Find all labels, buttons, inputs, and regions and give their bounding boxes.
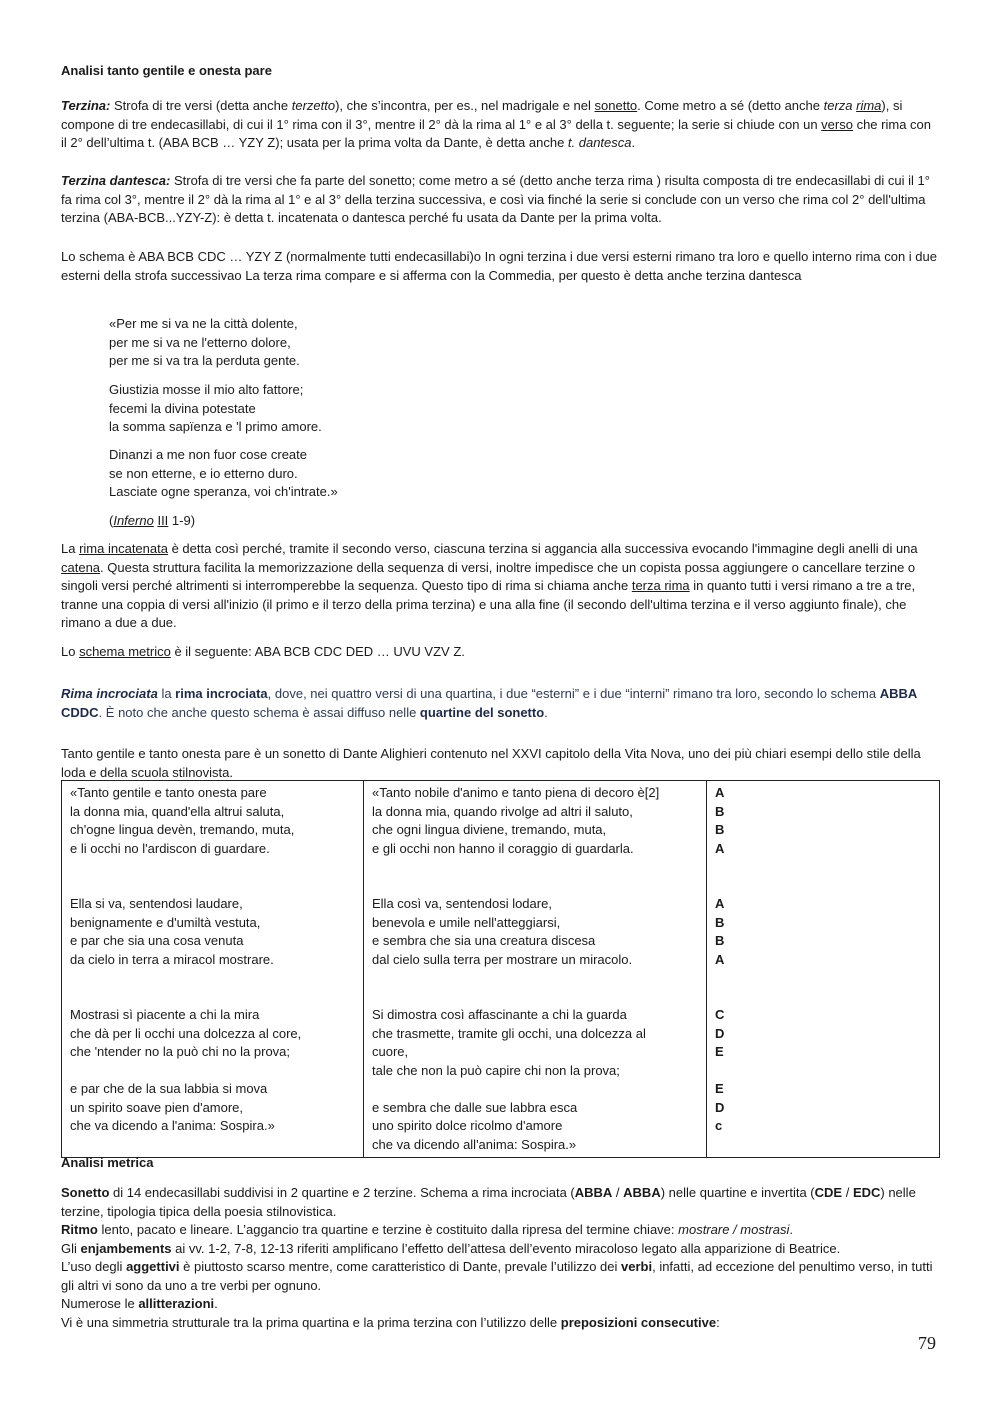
- text-span: quartine del sonetto: [419, 704, 545, 720]
- verse-line: che trasmette, tramite gli occhi, una dolcezza al: [372, 1025, 646, 1041]
- verse-line: un spirito soave pien d'amore,: [70, 1099, 244, 1115]
- page-title: Analisi tanto gentile e onesta pare: [61, 63, 272, 78]
- analisi-line: [61, 1221, 939, 1240]
- text-span: .: [544, 704, 548, 720]
- text-span: .: [789, 1222, 794, 1237]
- text-span: ), che s’incontra, per es., nel madrigale e nel: [335, 98, 595, 113]
- rhyme-letter: B: [715, 933, 725, 948]
- text-span: . È noto che anche questo schema è assai diffuso nelle: [98, 704, 420, 720]
- verso-link[interactable]: verso: [821, 116, 853, 132]
- verse-line: e sembra che sia una creatura discesa: [372, 933, 596, 948]
- text-span: :: [716, 1314, 720, 1330]
- text-span: Sonetto: [61, 1185, 110, 1200]
- stanza: [70, 784, 355, 858]
- rhyme-letter: E: [715, 1044, 724, 1059]
- stanza: [372, 895, 698, 969]
- verse-line: da cielo in terra a miracol mostrare.: [70, 951, 274, 967]
- verse-line: Mostrasi sì piacente a chi la mira: [70, 1007, 260, 1022]
- canto-link[interactable]: III: [157, 513, 169, 528]
- text-span: EDC: [852, 1185, 881, 1200]
- text-span: Ritmo: [61, 1222, 98, 1237]
- verse-line: Si dimostra così affascinante a chi la guarda: [372, 1007, 627, 1022]
- verse-line: «Tanto nobile d'animo e tanto piena di decoro è[2]: [372, 785, 660, 800]
- text-span: Lo: [61, 644, 80, 659]
- stanza: [715, 895, 931, 969]
- verse-line: Giustizia mosse il mio alto fattore;: [109, 382, 304, 397]
- verse-line: la donna mia, quand'ella altrui saluta,: [70, 803, 285, 819]
- text-span: in quanto tutti i versi rimano a tre a tre, tranne una coppia di versi all'inizio (il primo e il terzo della prima terzina) e una alla fine (il secondo dell'ultima terzina e il verso aggiunto finale), che rimano a due a due.: [61, 578, 916, 630]
- analisi-metrica-body: [61, 1184, 939, 1332]
- terzina-dantesca-paragraph: [61, 172, 939, 228]
- verse-line: per me si va ne l'etterno dolore,: [109, 334, 291, 350]
- schema-metrico-link[interactable]: schema metrico: [79, 644, 171, 659]
- text-span: La: [61, 541, 80, 556]
- text-span: Vi è una simmetria strutturale tra la prima quartina e la prima terzina con l’utilizzo delle: [61, 1314, 561, 1330]
- text-span: CDE: [814, 1185, 843, 1200]
- stanza: [70, 895, 355, 969]
- text-span: Strofa di tre versi che fa parte del sonetto; come metro a sé (detto anche terza rima ) risulta composta di tre endecasillabi di cui il 1° fa rima col 3°, mentre il 2° dà la rima al 1° e al 3° della terzina successiva, e così via finché la serie si conclude con un verso che rima col 2° dell'ultima terzina (ABA-BCB...YZY-Z): è detta t. incatenata o dantesca perché fu usata da Dante per la prima volta.: [61, 173, 930, 225]
- verse-line: tale che non la può capire chi non la prova;: [372, 1062, 620, 1078]
- rima-incatenata-paragraph: [61, 540, 939, 633]
- analisi-metrica-heading: Analisi metrica: [61, 1155, 154, 1170]
- analisi-line: [61, 1314, 939, 1333]
- text-span: di 14 endecasillabi suddivisi in 2 quartine e 2 terzine. Schema a rima incrociata (: [109, 1185, 575, 1200]
- rhyme-letter: C: [715, 1007, 725, 1022]
- text-span: ABBA: [623, 1185, 661, 1200]
- text-span: .: [214, 1296, 218, 1311]
- page-number: 79: [918, 1333, 936, 1353]
- verse-line: Ella si va, sentendosi laudare,: [70, 896, 243, 911]
- verse-line: che ogni lingua diviene, tremando, muta,: [372, 822, 607, 837]
- text-span: lento, pacato e lineare. L’aggancio tra quartine e terzine è costituito dalla ripresa del termine chiave:: [97, 1222, 679, 1237]
- verse-line: che dà per li occhi una dolcezza al core,: [70, 1025, 302, 1041]
- verse-line: ch'ogne lingua devèn, tremando, muta,: [70, 822, 295, 837]
- table-row: [62, 781, 940, 1158]
- verse-line: dal cielo sulla terra per mostrare un miracolo.: [372, 951, 633, 967]
- verse-line: e par che sia una cosa venuta: [70, 933, 244, 948]
- rhyme-letter: A: [715, 785, 725, 800]
- text-span: . Questa struttura facilita la memorizzazione della sequenza di versi, inoltre impedisce che un copista possa aggiungere o cancellare terzine o singoli versi perché altrimenti si interromperebbe la sequenza. Questo tipo di rima si chiama anche: [61, 559, 916, 593]
- verse-line: e sembra che dalle sue labbra esca: [372, 1099, 578, 1115]
- paraphrase-cell: [364, 781, 707, 1158]
- rima-incrociata-paragraph: [61, 685, 939, 722]
- inferno-link[interactable]: Inferno: [113, 513, 154, 528]
- inferno-stanza-1: [109, 315, 709, 371]
- stanza: [70, 1080, 355, 1136]
- text-span: ai vv. 1-2, 7-8, 12-13 riferiti amplificano l’effetto dell’attesa dell’evento miracoloso legato alla apparizione di Beatrice.: [171, 1240, 841, 1256]
- analisi-line: [61, 1184, 939, 1221]
- text-span: Gli: [61, 1240, 81, 1256]
- text-span: enjambements: [80, 1240, 172, 1256]
- verse-line: la donna mia, quando rivolge ad altri il saluto,: [372, 803, 633, 819]
- schema-metrico-paragraph: [61, 643, 939, 662]
- stanza: [372, 1006, 698, 1080]
- text-span: , infatti, ad eccezione del penultimo verso, in tutti gli altri vi sono da uno a tre verbi per ognuno.: [61, 1259, 933, 1293]
- rima-incatenata-link[interactable]: rima incatenata: [79, 541, 168, 556]
- rhyme-letter: A: [715, 896, 725, 911]
- text-span: .: [631, 135, 636, 150]
- text-span: è detta così perché, tramite il secondo verso, ciascuna terzina si aggancia alla successiva evocando l'immagine degli anelli di una: [167, 541, 918, 556]
- verse-line: che 'ntender no la può chi no la prova;: [70, 1044, 291, 1059]
- rhyme-letter: D: [715, 1025, 725, 1041]
- schema-paragraph: Lo schema è ABA BCB CDC … YZY Z (normalmente tutti endecasillabi)o In ogni terzina i due versi esterni rimano tra loro e quello interno rima con i due esterni della strofa successivao La terza rima compare e si afferma con la Commedia, per questo è detta anche terzina dantesca: [61, 249, 937, 283]
- text-span: /: [612, 1185, 624, 1200]
- analisi-line: [61, 1295, 939, 1314]
- verse-line: che va dicendo all'anima: Sospira.»: [372, 1136, 577, 1152]
- rhyme-letter: B: [715, 803, 725, 819]
- text-span: 1-9): [168, 513, 196, 528]
- rima-link[interactable]: rima: [856, 98, 882, 113]
- text-span: che rima con il 2° dell’ultima t. (ABA BCB … YZY Z); usata per la prima volta da Dante, è detta anche: [61, 116, 932, 150]
- rhyme-letter: c: [715, 1118, 723, 1133]
- stanza: [70, 1006, 355, 1062]
- text-span: , dove, nei quattro versi di una quartina, i due “esterni” e i due “interni” rimano tra loro, secondo lo schema: [267, 686, 880, 701]
- text-span: . Come metro a sé (detto anche: [637, 98, 824, 113]
- verse-line: Lasciate ogne speranza, voi ch'intrate.»: [109, 484, 338, 499]
- rhyme-letter: D: [715, 1099, 725, 1115]
- analisi-line: [61, 1258, 939, 1295]
- rhyme-letter: A: [715, 951, 725, 967]
- text-span: preposizioni consecutive: [560, 1314, 717, 1330]
- text-span: terza: [823, 98, 857, 113]
- sonetto-link[interactable]: sonetto: [594, 98, 638, 113]
- text-span: /: [842, 1185, 853, 1200]
- inferno-citation: [109, 512, 709, 531]
- text-span: (: [109, 513, 114, 528]
- rhyme-letter: A: [715, 840, 725, 856]
- text-span: è piuttosto scarso mentre, come caratteristico di Dante, prevale l’utilizzo dei: [179, 1259, 622, 1274]
- terzina-term: Terzina:: [61, 98, 111, 113]
- verse-line: e par che de la sua labbia si mova: [70, 1081, 268, 1096]
- terza-rima-link[interactable]: terza rima: [631, 578, 690, 593]
- text-span: Strofa di tre versi (detta anche: [110, 98, 292, 113]
- text-span: t. dantesca: [567, 135, 632, 150]
- verse-line: e li occhi no l'ardiscon di guardare.: [70, 840, 270, 856]
- verse-line: se non etterne, e io etterno duro.: [109, 465, 298, 481]
- verse-line: benignamente e d'umiltà vestuta,: [70, 914, 261, 930]
- verse-line: per me si va tra la perduta gente.: [109, 353, 300, 368]
- rhyme-letter: E: [715, 1081, 724, 1096]
- verse-line: e gli occhi non hanno il coraggio di guardarla.: [372, 840, 634, 856]
- verse-line: «Per me si va ne la città dolente,: [109, 316, 298, 331]
- verse-line: fecemi la divina potestate: [109, 400, 256, 416]
- stanza: [372, 1099, 698, 1155]
- stanza: [715, 1080, 931, 1136]
- text-span: ) nelle quartine e invertita (: [660, 1185, 815, 1200]
- text-span: ABBA: [574, 1185, 613, 1200]
- text-span: la: [157, 686, 176, 701]
- rhyme-letter: B: [715, 822, 725, 837]
- text-span: rima incrociata: [175, 686, 268, 701]
- rhyme-scheme-cell: [707, 781, 940, 1158]
- verse-line: uno spirito dolce ricolmo d'amore: [372, 1118, 563, 1133]
- text-span: è il seguente: ABA BCB CDC DED … UVU VZV Z.: [170, 644, 465, 659]
- text-span: ) nelle terzine, tipologia tipica della poesia stilnovistica.: [61, 1185, 916, 1219]
- inferno-stanza-2: [109, 381, 709, 437]
- text-span: aggettivi: [126, 1259, 180, 1274]
- sonnet-intro-paragraph: Tanto gentile e tanto onesta pare è un sonetto di Dante Alighieri contenuto nel XXVI capitolo della Vita Nova, uno dei più chiari esempi dello stile della loda e della scuola stilnovista.: [61, 746, 921, 780]
- terzina-paragraph: [61, 97, 939, 153]
- text-span: verbi: [621, 1259, 653, 1274]
- stanza: [715, 1006, 931, 1062]
- verse-line: che va dicendo a l'anima: Sospira.»: [70, 1118, 275, 1133]
- original-text-cell: [62, 781, 364, 1158]
- stanza: [715, 784, 931, 858]
- verse-line: benevola e umile nell'atteggiarsi,: [372, 914, 561, 930]
- text-span: Numerose le: [61, 1296, 139, 1311]
- inferno-stanza-3: [109, 446, 709, 502]
- sonnet-table: [61, 780, 940, 1158]
- stanza: [372, 784, 698, 858]
- rima-incrociata-term: Rima incrociata: [61, 686, 158, 701]
- text-span: mostrare / mostrasi: [678, 1222, 790, 1237]
- verse-line: la somma sapïenza e 'l primo amore.: [109, 419, 322, 434]
- text-span: allitterazioni: [138, 1296, 215, 1311]
- verse-line: Dinanzi a me non fuor cose create: [109, 447, 307, 462]
- verse-line: cuore,: [372, 1044, 409, 1059]
- text-span: L’uso degli: [61, 1259, 127, 1274]
- terzina-dantesca-term: Terzina dantesca:: [61, 173, 171, 188]
- catena-link[interactable]: catena: [61, 559, 101, 575]
- text-span: ABBA CDDC: [61, 686, 917, 720]
- verse-line: Ella così va, sentendosi lodare,: [372, 896, 552, 911]
- text-span: ), si compone di tre endecasillabi, di cui il 1° rima con il 3°, mentre il 2° dà la rima al 1° e al 3° della t. seguente; la serie si chiude con un: [61, 98, 903, 132]
- verse-line: «Tanto gentile e tanto onesta pare: [70, 785, 267, 800]
- analisi-line: [61, 1240, 939, 1259]
- rhyme-letter: B: [715, 914, 725, 930]
- text-span: terzetto: [291, 98, 336, 113]
